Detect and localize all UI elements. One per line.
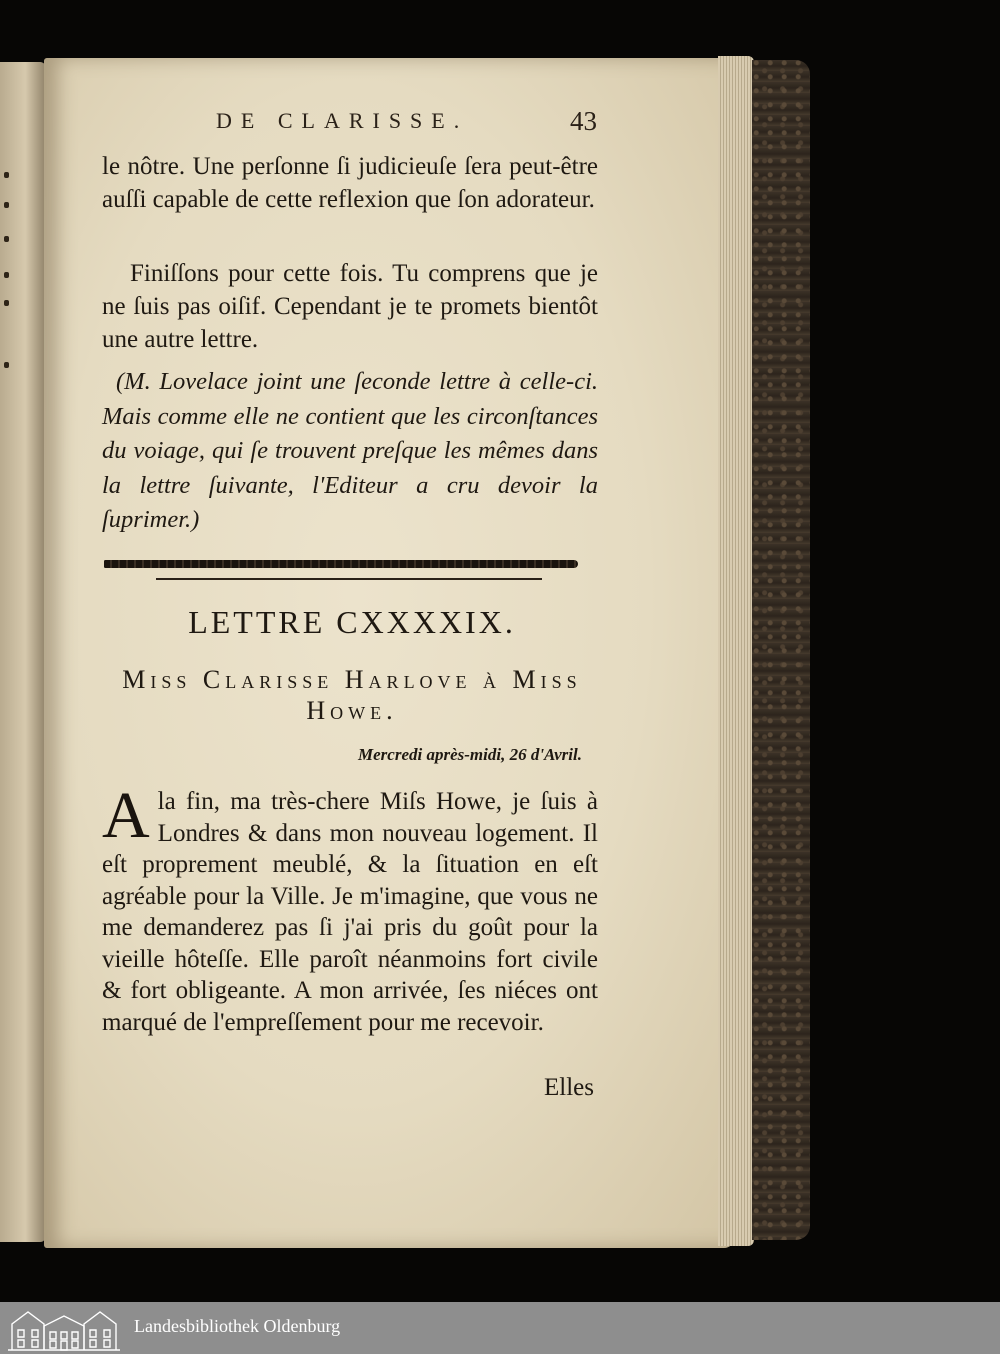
letter-body-text: la fin, ma très-chere Miſs Howe, je ſuis à Londres & dans mon nouveau logement. Il eſt proprement meublé, & la ſituation en eſt agréable pour la Ville. Je m'imagine, que vous ne me demanderez pas ſi j'ai pris du goût pour la vieille hôteſſe. Elle paroît néanmoins fort civile & fort obligeante. A mon arrivée, ſes niéces ont marqué de l'empreſſement pour me recevoir. [102,788,598,1036]
library-building-icon [6,1306,122,1352]
addressee-line-1: Miſs Clarisse Harlove à Miſs [122,665,582,694]
paragraph-2: Finiſſons pour cette fois. Tu comprens que je ne ſuis pas oiſif. Cependant je te promets bientôt une autre lettre. [102,260,598,353]
page-header [100,108,600,142]
editor-note: (M. Lovelace joint une ſeconde lettre à celle-ci. Mais comme elle ne contient que les circonſtances du voiage, qui ſe trouvent preſque les mêmes dans la lettre ſuivante, l'Editeur a cru devoir la ſuprimer.) [102,368,598,533]
catchword: Elles [544,1074,594,1101]
page-number: 43 [570,106,597,136]
letter-body [102,779,598,1086]
running-head: DE CLARISSE. [216,108,469,133]
book-cover [752,60,810,1240]
library-name: Landesbibliothek Oldenburg [134,1316,341,1336]
letter-date: Mercredi après-midi, 26 d'Avril. [358,745,582,764]
letter-addressee [104,664,600,726]
page-block-edge [718,56,754,1246]
footer-bar [0,1302,1000,1354]
thin-rule [156,578,542,580]
addressee-line-2: Howe. [306,696,398,725]
drop-cap: A [102,779,150,852]
paragraph-1: le nôtre. Une perſonne ſi judicieuſe ſera peut-être auſſi capable de cette reflexion que ſon adorateur. [102,153,598,213]
left-facing-page [0,62,46,1242]
ornamental-rule [104,560,578,568]
letter-title: LETTRE CXXXXIX. [188,604,516,640]
